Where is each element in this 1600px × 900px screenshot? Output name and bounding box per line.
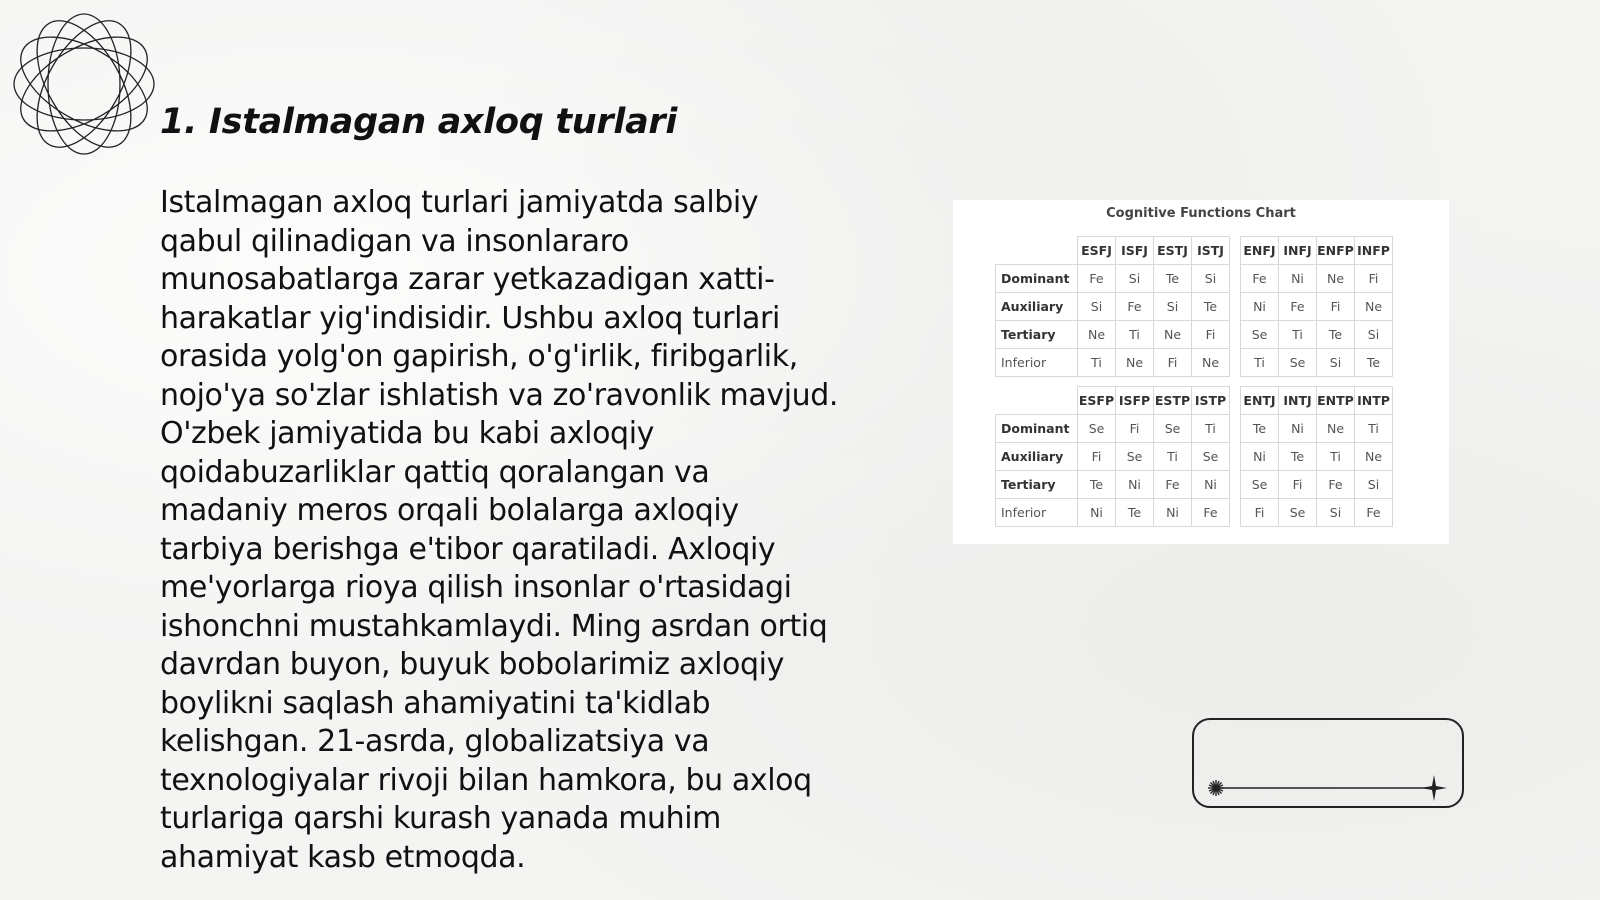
table-cell: Ne [1116,349,1154,377]
type-header: ENFJ [1241,237,1279,265]
type-header: ESFJ [1078,237,1116,265]
table-cell: Se [1279,499,1317,527]
table-cell: Ni [1279,415,1317,443]
type-header: ENFP [1317,237,1355,265]
table-row [996,415,1393,443]
table-cell: Te [1355,349,1393,377]
row-label: Auxiliary [996,293,1078,321]
table-cell: Ni [1078,499,1116,527]
table-cell: Fi [1078,443,1116,471]
slide-title: 1. Istalmagan axloq turlari [160,102,678,142]
table-cell: Ti [1241,349,1279,377]
table-cell: Fi [1154,349,1192,377]
type-header: ENTJ [1241,387,1279,415]
table-cell: Ne [1355,443,1393,471]
type-header: ENTP [1317,387,1355,415]
table-cell: Ti [1317,443,1355,471]
table-cell: Si [1154,293,1192,321]
table-cell: Se [1241,321,1279,349]
table-cell: Si [1317,349,1355,377]
type-header: ISTJ [1192,237,1230,265]
table-cell: Si [1355,321,1393,349]
row-label: Dominant [996,265,1078,293]
type-header: ISTP [1192,387,1230,415]
table-cell: Fi [1116,415,1154,443]
table-cell: Te [1317,321,1355,349]
table-cell: Se [1192,443,1230,471]
table-cell: Fe [1192,499,1230,527]
table-cell: Ti [1279,321,1317,349]
table-cell: Ne [1317,415,1355,443]
table-cell: Si [1355,471,1393,499]
table-cell: Ni [1279,265,1317,293]
table-cell: Se [1154,415,1192,443]
table-cell: Te [1154,265,1192,293]
table-cell: Si [1192,265,1230,293]
table-cell: Fi [1192,321,1230,349]
type-header: ISFP [1116,387,1154,415]
sunburst-icon [1208,780,1224,796]
table-cell: Te [1241,415,1279,443]
row-label: Tertiary [996,321,1078,349]
table-cell: Fi [1317,293,1355,321]
row-label: Auxiliary [996,443,1078,471]
table-cell: Si [1078,293,1116,321]
table-cell: Ti [1078,349,1116,377]
table-cell: Ni [1192,471,1230,499]
table-cell: Fi [1355,265,1393,293]
table-header-row [996,387,1393,415]
table-row [996,471,1393,499]
slide-body-text: Istalmagan axloq turlari jamiyatda salbiy qabul qilinadigan va insonlararo munosabatlarga zarar yetkazadigan xatti-harakatlar yig'indisidir. Ushbu axloq turlari orasida yolg'on gapirish, o'g'irlik, firibgarlik, nojo'ya so'zlar ishlatish va zo'ravonlik mavjud. O'zbek jamiyatida bu kabi axloqiy qoidabuzarliklar qattiq qoralangan va madaniy meros orqali bolalarga axloqiy tarbiya berishga e'tibor qaratiladi. Axloqiy me'yorlarga rioya qilish insonlar o'rtasidagi ishonchni mustahkamlaydi. Ming asrdan ortiq davrdan buyon, buyuk bobolarimiz axloqiy boylikni saqlash ahamiyatini ta'kidlab kelishgan. 21-asrda, globalizatsiya va texnologiyalar rivoji bilan hamkora, bu axloq turlariga qarshi kurash yanada muhim ahamiyat kasb etmoqda. [160,185,839,875]
table-cell: Fi [1279,471,1317,499]
table-cell: Se [1241,471,1279,499]
cognitive-functions-chart-image [953,200,1449,544]
table-cell: Si [1317,499,1355,527]
type-header: ISFJ [1116,237,1154,265]
type-header: INFP [1355,237,1393,265]
table-cell: Si [1116,265,1154,293]
type-header: INTJ [1279,387,1317,415]
table-cell: Fe [1078,265,1116,293]
table-cell: Ti [1355,415,1393,443]
type-header: INFJ [1279,237,1317,265]
table-row [996,349,1393,377]
table-cell: Fe [1116,293,1154,321]
table-cell: Ne [1154,321,1192,349]
row-label: Inferior [996,499,1078,527]
table-cell: Ne [1192,349,1230,377]
table-cell: Fe [1241,265,1279,293]
type-header: ESTP [1154,387,1192,415]
table-cell: Fe [1279,293,1317,321]
table-cell: Se [1116,443,1154,471]
decorative-line [1194,720,1466,810]
table-cell: Te [1279,443,1317,471]
chart-title: Cognitive Functions Chart [1106,206,1296,221]
table-row [996,293,1393,321]
table-cell: Ti [1116,321,1154,349]
table-cell: Ni [1154,499,1192,527]
table-cell: Ti [1154,443,1192,471]
table-cell: Ni [1116,471,1154,499]
table-row [996,499,1393,527]
table-cell: Ti [1192,415,1230,443]
table-row [996,265,1393,293]
table-cell: Fe [1317,471,1355,499]
table-cell: Te [1192,293,1230,321]
table-cell: Ne [1078,321,1116,349]
table-cell: Te [1116,499,1154,527]
functions-table-bottom [995,386,1393,527]
table-cell: Ni [1241,293,1279,321]
table-cell: Se [1279,349,1317,377]
table-cell: Se [1078,415,1116,443]
row-label: Dominant [996,415,1078,443]
decorative-line-box [1192,718,1464,808]
table-cell: Fi [1241,499,1279,527]
sparkle-icon [1421,775,1447,801]
table-cell: Ni [1241,443,1279,471]
row-label: Inferior [996,349,1078,377]
table-cell: Te [1078,471,1116,499]
table-row [996,443,1393,471]
type-header: INTP [1355,387,1393,415]
functions-table-top [995,236,1393,377]
row-label: Tertiary [996,471,1078,499]
table-cell: Fe [1355,499,1393,527]
circle-rosette-icon [10,10,158,158]
type-header: ESFP [1078,387,1116,415]
table-cell: Ne [1355,293,1393,321]
table-cell: Fe [1154,471,1192,499]
type-header: ESTJ [1154,237,1192,265]
table-cell: Ne [1317,265,1355,293]
table-header-row [996,237,1393,265]
table-row [996,321,1393,349]
